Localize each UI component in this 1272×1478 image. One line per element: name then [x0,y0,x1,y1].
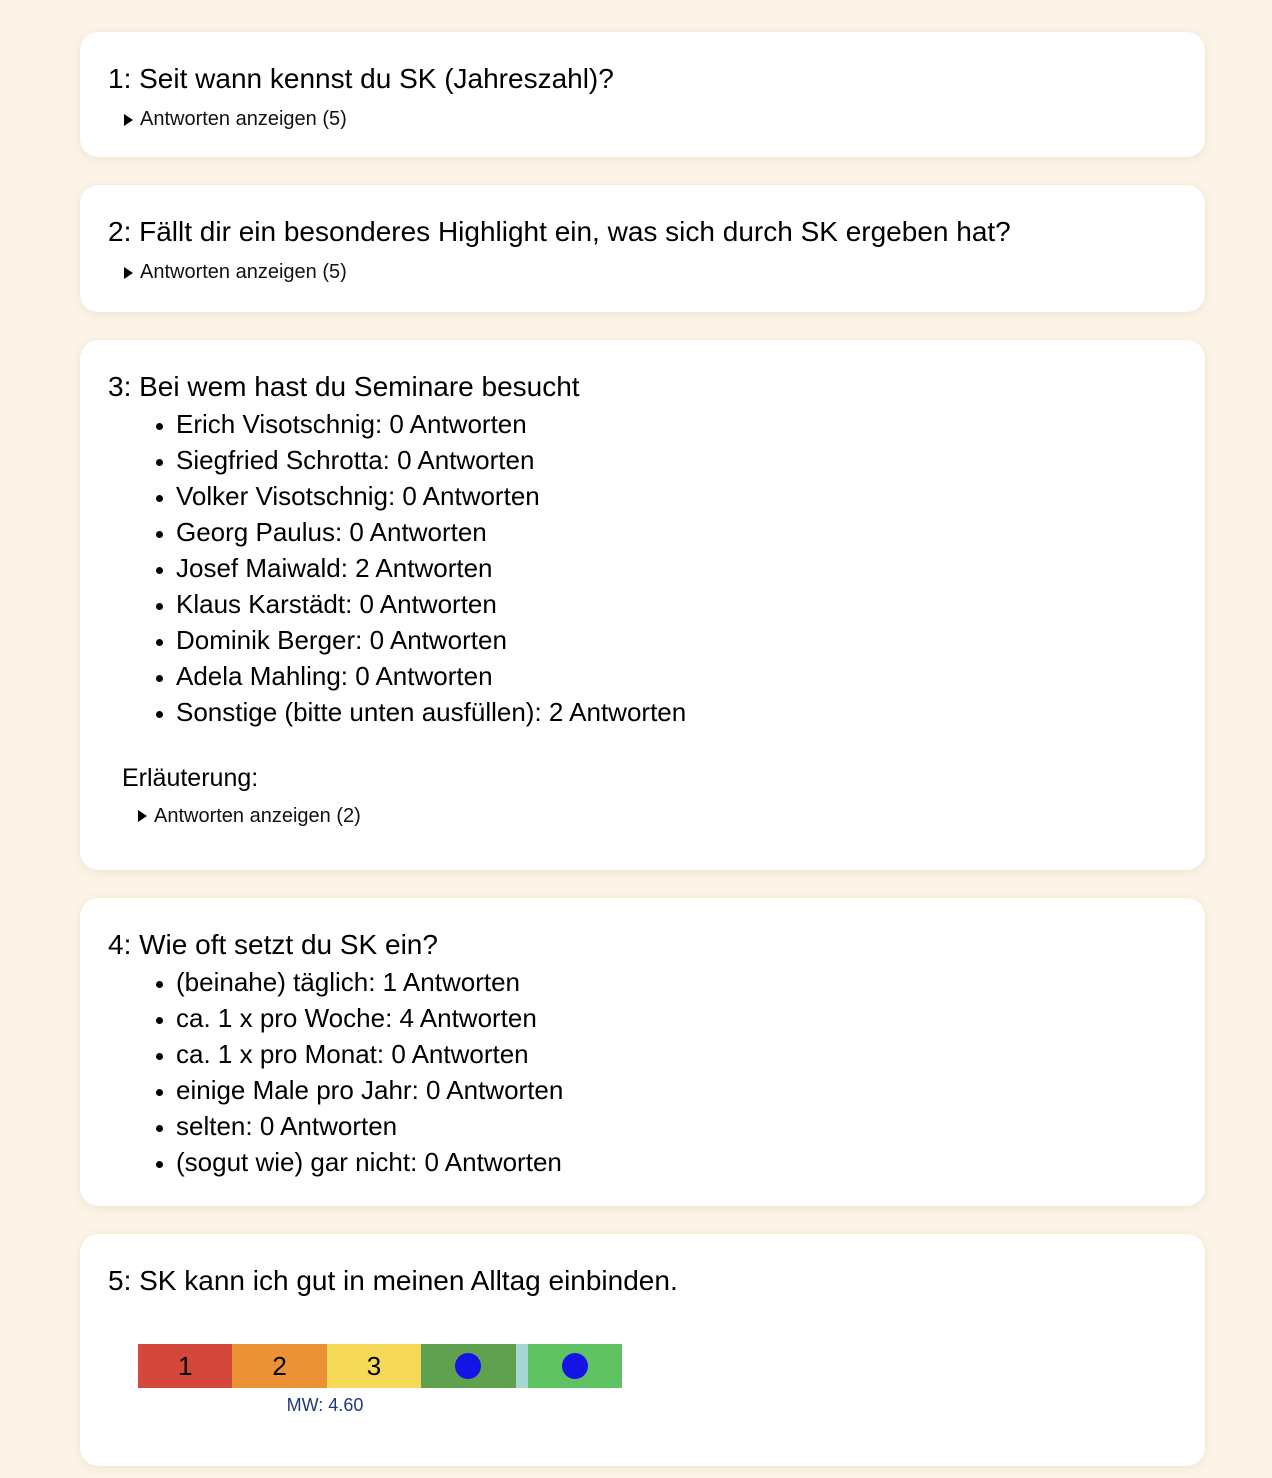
option-item: • Erich Visotschnig: 0 Antworten [176,406,1177,442]
question-card-5 [80,1234,1205,1466]
answers-disclosure[interactable] [108,259,1177,286]
scale-segment-5[interactable] [528,1344,622,1388]
question-card-1 [80,32,1205,157]
question-title: 4: Wie oft setzt du SK ein? [108,928,438,960]
question-title: 3: Bei wem hast du Seminare besucht [108,371,580,403]
option-item: • (sogut wie) gar nicht: 0 Antworten [176,1144,1177,1180]
question-card-2 [80,185,1205,312]
option-item: • Sonstige (bitte unten ausfüllen): 2 Antworten [176,694,1177,730]
question-card-4 [80,898,1205,1206]
option-list [108,964,1177,1180]
scale-segment-4[interactable] [421,1344,515,1388]
option-item: • ca. 1 x pro Woche: 4 Antworten [176,1000,1177,1036]
question-card-3 [80,340,1205,870]
rating-scale[interactable] [138,1344,622,1388]
scale-segment-3[interactable] [327,1344,421,1388]
scale-segment-2[interactable] [232,1344,326,1388]
option-item: • Josef Maiwald: 2 Antworten [176,550,1177,586]
chevron-right-icon [124,267,133,279]
answers-disclosure[interactable] [108,106,1177,133]
explanation-answers-disclosure[interactable] [108,803,1177,830]
answers-toggle[interactable] [124,106,347,133]
chevron-right-icon [138,810,147,822]
scale-segment-label: 2 [272,1350,287,1381]
answers-toggle-label: Antworten anzeigen (5) [140,108,347,131]
scale-segment-1[interactable] [138,1344,232,1388]
question-title: 5: SK kann ich gut in meinen Alltag einbinden. [108,1265,678,1297]
chevron-right-icon [124,114,133,126]
option-item: • selten: 0 Antworten [176,1108,1177,1144]
option-item: • Klaus Karstädt: 0 Antworten [176,586,1177,622]
rating-scale-wrapper [108,1344,1177,1416]
scale-divider [516,1344,528,1388]
explanation-label: Erläuterung: [122,764,259,793]
answers-toggle-label: Antworten anzeigen (5) [140,261,347,284]
option-item: • Volker Visotschnig: 0 Antworten [176,478,1177,514]
option-item: • Siegfried Schrotta: 0 Antworten [176,442,1177,478]
option-item: • (beinahe) täglich: 1 Antworten [176,964,1177,1000]
option-item: • Dominik Berger: 0 Antworten [176,622,1177,658]
question-title: 1: Seit wann kennst du SK (Jahreszahl)? [108,63,614,94]
scale-segment-label: 3 [366,1350,382,1381]
answers-toggle[interactable] [124,259,347,286]
option-item: • einige Male pro Jahr: 0 Antworten [176,1072,1177,1108]
option-item: • Adela Mahling: 0 Antworten [176,658,1177,694]
option-item: • ca. 1 x pro Monat: 0 Antworten [176,1036,1177,1072]
mean-value-label: MW: 4.60 [286,1395,364,1416]
scale-segment-label: 1 [177,1350,193,1381]
response-dot-icon [562,1353,588,1379]
answers-toggle[interactable] [138,803,361,830]
question-title: 2: Fällt dir ein besonderes Highlight ein, was sich durch SK ergeben hat? [108,216,1011,248]
answers-toggle-label: Antworten anzeigen (2) [154,804,361,827]
response-dot-icon [455,1353,481,1379]
option-list [108,406,1177,730]
option-item: • Georg Paulus: 0 Antworten [176,514,1177,550]
